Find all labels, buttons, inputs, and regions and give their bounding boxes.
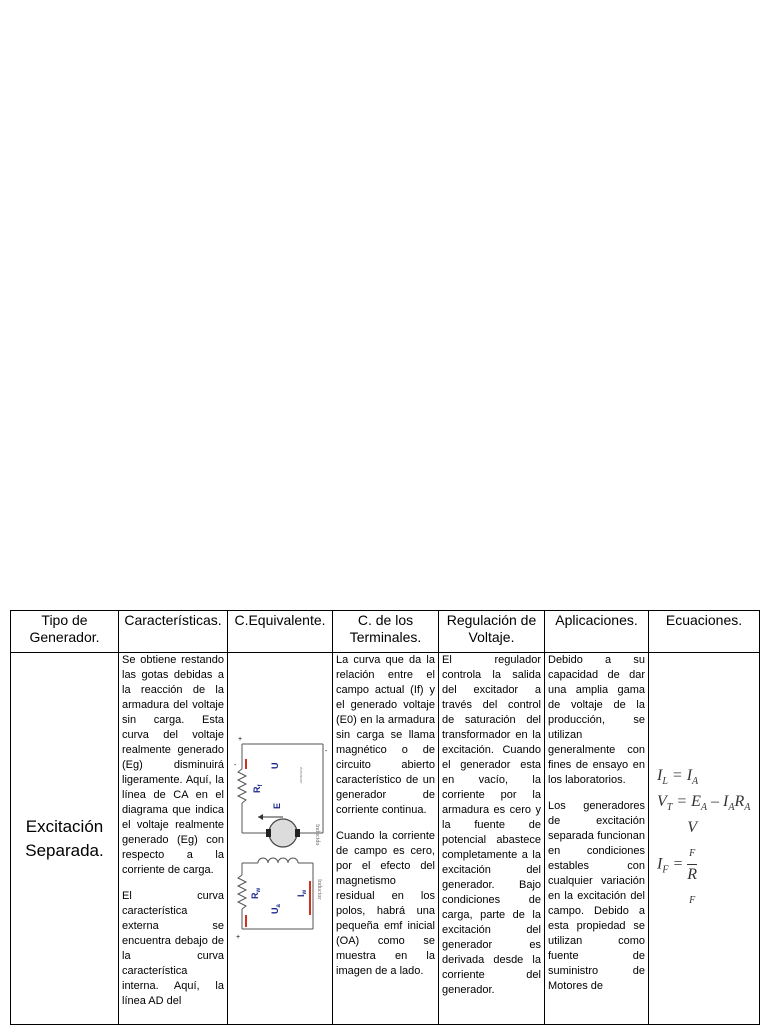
voltage-u-label: U (270, 762, 280, 769)
field-resistor-icon (238, 769, 246, 803)
armature-icon (269, 819, 297, 847)
aplicaciones-cell (545, 653, 649, 1025)
ecuaciones-cell (649, 653, 760, 1025)
equivalent-circuit-cell (228, 653, 333, 1025)
header-row (11, 611, 760, 653)
plus-sign-bottom: + (236, 933, 241, 941)
aplicaciones-paragraph-2: Los generadores de excitación separada funcionan en condiciones estables con cualquier variación en la excitación del campo. Debido a esta propiedad se utilizan como fuente de suministro de Motores de (548, 800, 645, 992)
equivalent-circuit-diagram (228, 729, 332, 949)
armature-resistance-label: $R_w$ (250, 887, 262, 899)
header-c-equivalente: C.Equivalente. (228, 611, 333, 653)
terminales-cell (333, 653, 439, 1025)
generator-type-cell (11, 653, 119, 1025)
regulacion-paragraph-1: El regulador controla la salida del excitador a través del control de saturación del transformador en la excitación. Cuando el generador esta en vacío, la corriente por la armadura es cero y la fuente de potencial abastece completamente a la excitación del generador. Bajo condiciones de carga, parte de la excitación del generador es derivada desde la corriente del generador. (442, 654, 541, 996)
equation-load-current: $I_L = I_A$ (657, 766, 699, 787)
header-c-terminales: C. de los Terminales. (333, 611, 439, 653)
equation-field-current: $I_F$ = V $_F$ R $_F$ (657, 818, 759, 911)
row-excitacion-separada (11, 653, 760, 1025)
caracteristicas-cell (119, 653, 228, 1025)
generator-table (10, 610, 760, 1025)
header-tipo: Tipo de Generador. (11, 611, 119, 653)
minus-sign-top: - (234, 761, 237, 769)
top-small-label: Armature (299, 766, 304, 783)
field-resistance-label: $R_f$ (252, 784, 264, 793)
regulacion-cell (439, 653, 545, 1025)
caracteristicas-paragraph-2: El curva característica externa se encuentra debajo de la curva característica interna. Aquí, la línea AD del (122, 890, 224, 1007)
inductor-coil-icon (258, 858, 298, 863)
terminales-paragraph-1: La curva que da la relación entre el campo actual (If) y el generado voltaje (E0) en la armadura sin carga se llama magnético o de circuito abierto característico de un generador de corriente continua. (336, 654, 435, 816)
equations-block (649, 766, 759, 912)
equation-terminal-voltage: $V_T = E_A - I_AR_A$ (657, 792, 751, 813)
header-regulacion: Regulación de Voltaje. (439, 611, 545, 653)
caracteristicas-paragraph-1: Se obtiene restando las gotas debidas a la reacción de la armadura del voltaje sin carga. Esta curva del voltaje realmente generado (Eg) disminuirá ligeramente. Aquí, la línea de CA en el diagrama que indica el voltaje realmente generado (Eg) con respecto a la corriente de carga. (122, 654, 224, 876)
minus-sign-right: - (325, 747, 328, 755)
current-iw-label: $I_w$ (296, 889, 308, 897)
plus-sign-top: + (238, 735, 243, 743)
terminales-paragraph-2: Cuando la corriente de campo es cero, por el efecto del magnetismo residual en los polos, habrá una pequeña emf inicial (OA) como se muestra en la imagen de a lado. (336, 830, 435, 977)
armature-resistor-icon (238, 875, 246, 909)
inductor-label: Inductor (316, 878, 322, 899)
header-ecuaciones: Ecuaciones. (649, 611, 760, 653)
induccion-label: Inducido (314, 823, 320, 845)
header-aplicaciones: Aplicaciones. (545, 611, 649, 653)
aplicaciones-paragraph-1: Debido a su capacidad de dar una amplia gama de voltaje de la producción, se utilizan generalmente con fines de ensayo en los laboratorios. (548, 654, 645, 786)
emf-e-label: E (272, 802, 282, 809)
header-caracteristicas: Características. (119, 611, 228, 653)
armature-voltage-label: $U_a$ (270, 903, 282, 914)
fraction: V $_F$ R $_F$ (687, 819, 698, 907)
generator-type-label: Excitación Separada. (25, 816, 104, 860)
